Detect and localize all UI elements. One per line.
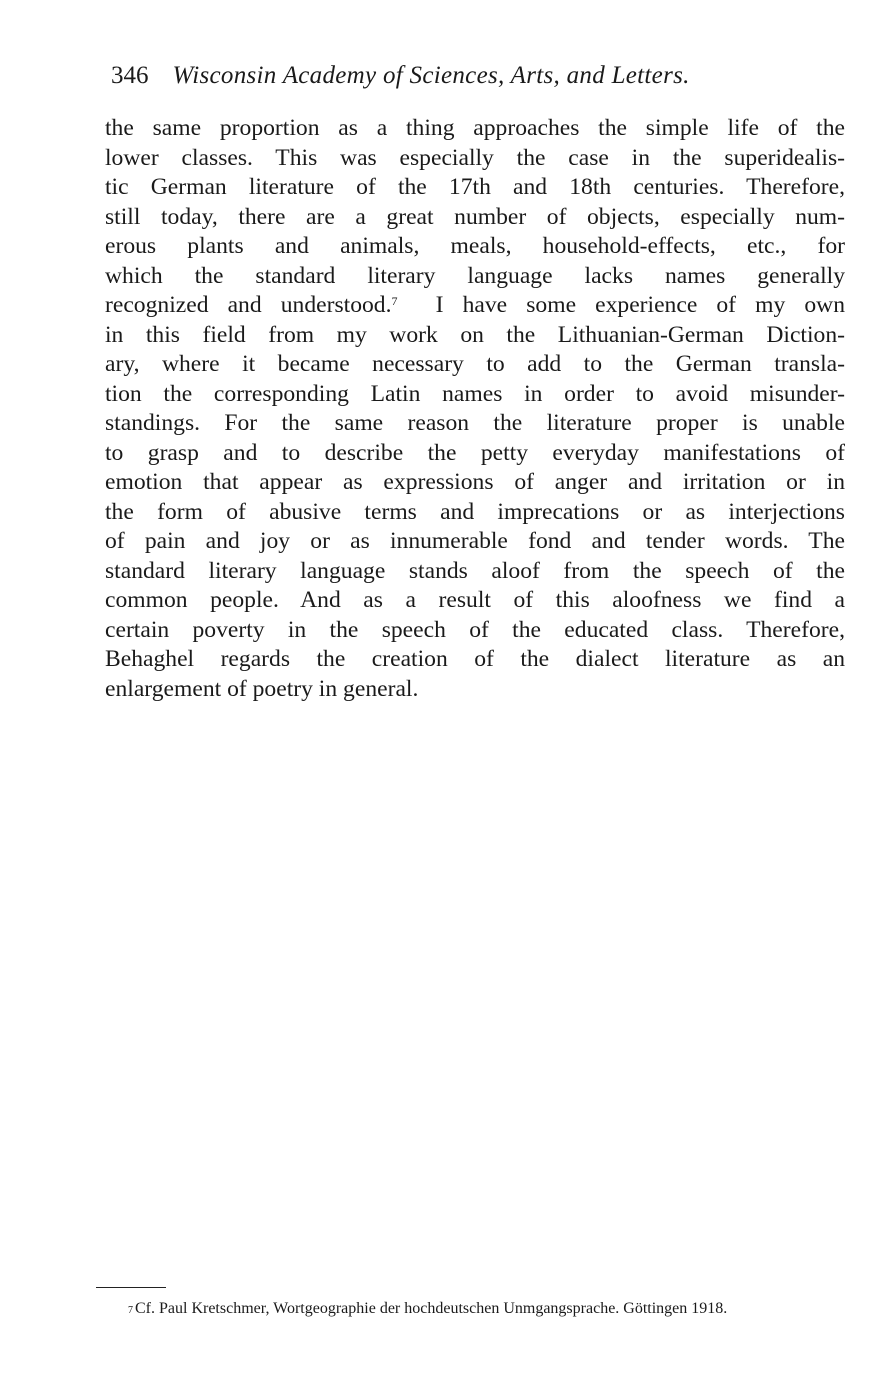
text-line-segment: I have some experience of my own	[435, 292, 846, 318]
footnote-reference: 7	[391, 294, 398, 308]
text-line: in this field from my work on the Lithuanian-German Diction-	[105, 321, 845, 348]
body-text	[105, 114, 845, 704]
text-line: standings. For the same reason the literature proper is unable	[105, 410, 845, 436]
text-line: to grasp and to describe the petty everyday manifestations of	[105, 439, 845, 466]
text-line: tion the corresponding Latin names in order to avoid misunder-	[105, 380, 845, 407]
text-line: of pain and joy or as innumerable fond and tender words. The	[105, 528, 845, 554]
text-line: still today, there are a great number of objects, especially num-	[105, 203, 845, 230]
text-line: emotion that appear as expressions of anger and irritation or in	[105, 469, 845, 495]
running-head	[111, 56, 811, 96]
text-line-with-footnote-ref	[105, 291, 845, 321]
text-line: lower classes. This was especially the case in the superidealis-	[105, 144, 845, 171]
text-line: the form of abusive terms and imprecations or as interjections	[105, 498, 845, 525]
journal-title: Wisconsin Academy of Sciences, Arts, and Letters.	[172, 62, 690, 89]
footnote	[128, 1297, 848, 1321]
text-line: certain poverty in the speech of the educated class. Therefore,	[105, 616, 845, 643]
text-line: erous plants and animals, meals, household-effects, etc., for	[105, 233, 845, 259]
text-line: standard literary language stands aloof from the speech of the	[105, 557, 845, 584]
footnote-marker: 7	[128, 1305, 133, 1316]
text-line: ary, where it became necessary to add to the German transla-	[105, 351, 845, 377]
text-line: tic German literature of the 17th and 18th centuries. Therefore,	[105, 174, 845, 200]
text-line: which the standard literary language lacks names generally	[105, 262, 845, 289]
page-number: 346	[111, 62, 149, 89]
footnote-text: Cf. Paul Kretschmer, Wortgeographie der hochdeutschen Unmgangsprache. Göttingen 1918.	[135, 1300, 728, 1317]
text-line-segment: recognized and understood.	[105, 292, 392, 318]
text-line-last: enlargement of poetry in general.	[105, 675, 419, 702]
text-line: common people. And as a result of this aloofness we find a	[105, 587, 845, 613]
text-line: the same proportion as a thing approaches the simple life of the	[105, 115, 845, 141]
text-line: Behaghel regards the creation of the dialect literature as an	[105, 646, 845, 672]
footnote-rule	[96, 1287, 166, 1288]
